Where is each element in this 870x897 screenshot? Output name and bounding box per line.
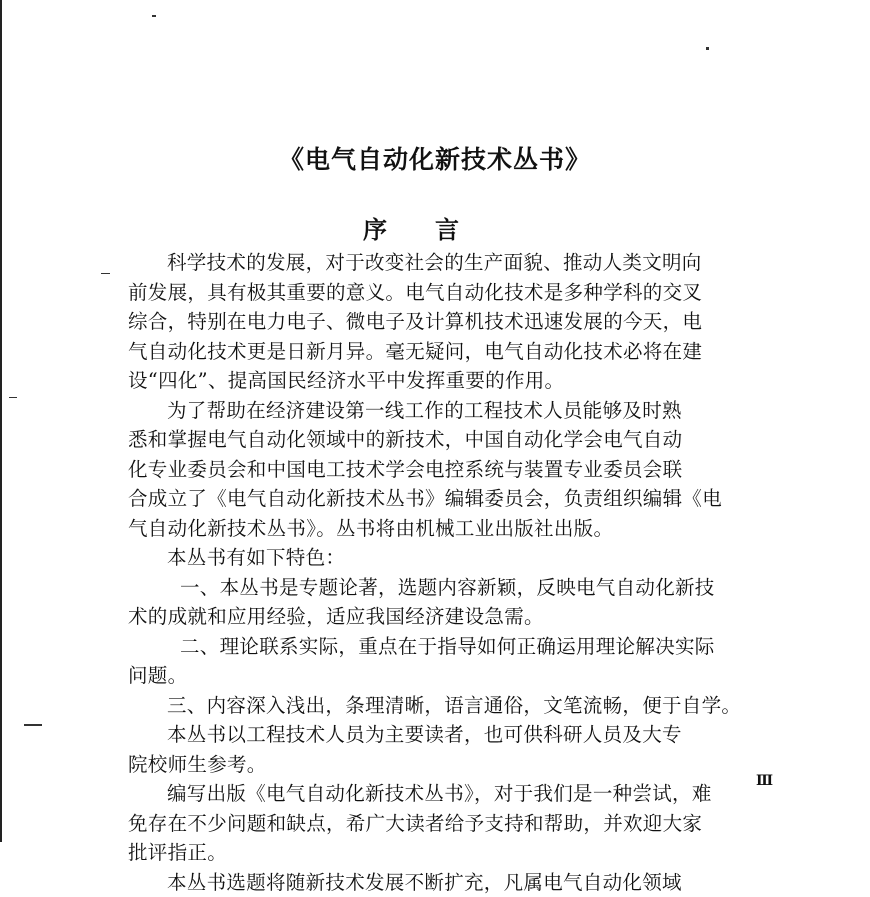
- series-title: 《电气自动化新技术丛书》: [0, 140, 870, 176]
- text-line: 设“四化”、提高国民经济水平中发挥重要的作用。: [128, 366, 784, 396]
- page-number: Ⅲ: [756, 773, 773, 789]
- text-line: 化专业委员会和中国电工技术学会电控系统与装置专业委员会联: [128, 455, 784, 485]
- text-line: 悉和掌握电气自动化领域中的新技术，中国自动化学会电气自动: [128, 425, 784, 455]
- text-line: 二、理论联系实际，重点在于指导如何正确运用理论解决实际: [128, 632, 784, 662]
- text-line: 科学技术的发展，对于改变社会的生产面貌、推动人类文明向: [128, 248, 784, 278]
- text-line: 本丛书以工程技术人员为主要读者，也可供科研人员及大专: [128, 720, 784, 750]
- text-line: 三、内容深入浅出，条理清晰，语言通俗，文笔流畅，便于自学。: [128, 691, 784, 721]
- text-line: 本丛书有如下特色：: [128, 543, 784, 573]
- text-line: 气自动化新技术丛书》。丛书将由机械工业出版社出版。: [128, 514, 784, 544]
- text-line: 为了帮助在经济建设第一线工作的工程技术人员能够及时熟: [128, 396, 784, 426]
- text-line: 院校师生参考。: [128, 750, 784, 780]
- preface-body: [128, 248, 784, 897]
- scan-speck: [152, 15, 156, 17]
- text-line: 问题。: [128, 661, 784, 691]
- text-line: 本丛书选题将随新技术发展不断扩充，凡属电气自动化领域: [128, 868, 784, 897]
- page-left-edge: [0, 0, 2, 842]
- text-line: 气自动化技术更是日新月异。毫无疑问，电气自动化技术必将在建: [128, 337, 784, 367]
- text-line: 一、本丛书是专题论著，选题内容新颖，反映电气自动化新技: [128, 573, 784, 603]
- preface-heading: 序言: [0, 210, 870, 245]
- text-line: 术的成就和应用经验，适应我国经济建设急需。: [128, 602, 784, 632]
- text-line: 批评指正。: [128, 838, 784, 868]
- text-line: 合成立了《电气自动化新技术丛书》编辑委员会，负责组织编辑《电: [128, 484, 784, 514]
- margin-dash: [9, 397, 17, 398]
- margin-dash: [24, 724, 42, 726]
- margin-dash: [101, 273, 110, 274]
- text-line: 前发展，具有极其重要的意义。电气自动化技术是多种学科的交叉: [128, 278, 784, 308]
- text-line: 免存在不少问题和缺点，希广大读者给予支持和帮助，并欢迎大家: [128, 809, 784, 839]
- text-line: 综合，特别在电力电子、微电子及计算机技术迅速发展的今天，电: [128, 307, 784, 337]
- text-line: 编写出版《电气自动化新技术丛书》，对于我们是一种尝试，难: [128, 779, 784, 809]
- scan-speck: [706, 47, 709, 50]
